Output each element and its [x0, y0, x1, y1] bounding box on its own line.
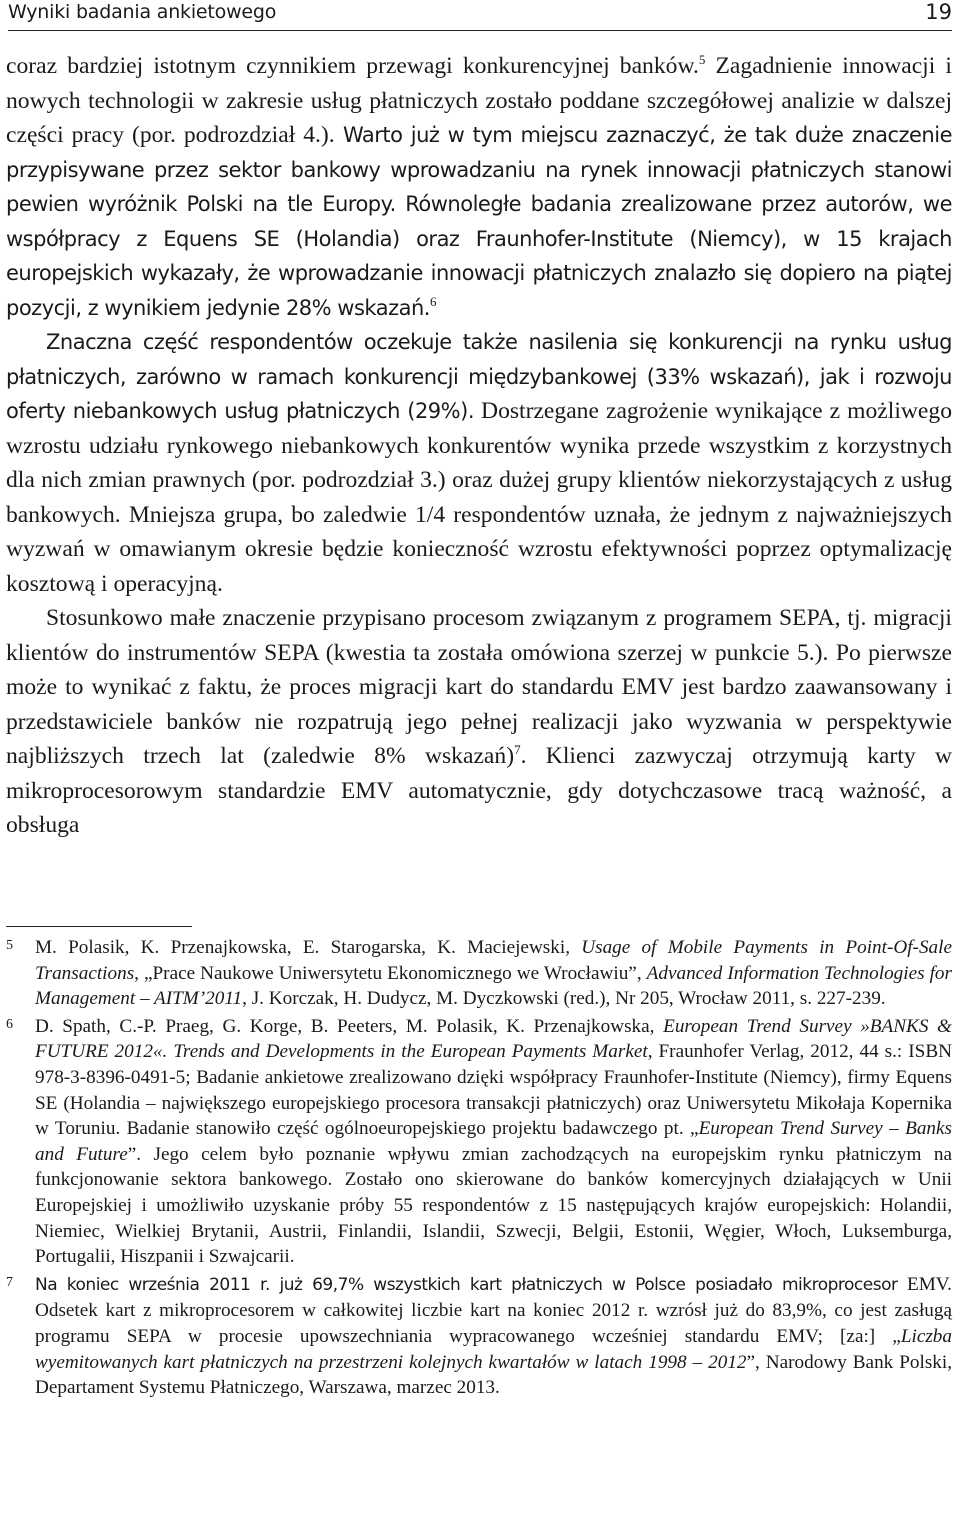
footnote-text: ”. Jego celem było poznanie wpływu zmian zachodzących na europejskim rynku płatniczym na funkcjonowanie sektora bankowego. Zostało ono skierowane do banków komercyjnych działających w Unii Europejskiej i umożliwiło uzyskanie próby 55 respondentów z 15 następujących krajów europejskich: Holandii, Niemiec, Wielkiej Brytanii, Austrii, Finlandii, Islandii, Szwecji, Belgii, Estonii, Węgier, Włoch, Luksemburga, Portugalii, Hiszpanii i Szwajcarii. — [35, 1143, 952, 1268]
footnote-text: , „Prace Naukowe Uniwersytetu Ekonomicznego we Wrocławiu”, — [134, 962, 647, 984]
running-header — [8, 0, 952, 31]
footnote-title: Liczba wyemitowanych kart płatniczych na przestrzeni kolejnych kwartałów w latach 1998 – 2012 — [35, 1325, 952, 1373]
footnote-title: European Trend Survey – Banks and Future — [35, 1118, 952, 1165]
paragraph-2 — [6, 325, 952, 601]
footnote-title: European Trend Survey »BANKS & FUTURE 2012«. Trends and Developments in the European Payments Market — [35, 1015, 952, 1063]
text-run-sans: Równoległe badania zrealizowane przez autorów, we współpracy z Equens SE (Holandia) oraz Fraunhofer-Institute (Niemcy), w 15 krajach europejskich wykazały, że wprowadzanie innowacji płatniczych znalazło się dopiero na piątej pozycji, z wynikiem jedynie 28% wskazań. — [6, 192, 952, 320]
footnote-text: EMV. Odsetek kart z mikroprocesorem w całkowitej liczbie kart na koniec 2012 r. wzrósł już do 83,9%, co jest zasługą programu SEPA w procesie upowszechniania wypracowanego wcześniej standardu EMV; [za:] „ — [35, 1273, 952, 1347]
footnote-text: , Fraunhofer Verlag, 2012, 44 s.: ISBN 978-3-8396-0491-5; Badanie ankietowe zrealizowano dzięki współpracy Fraunhofer-Institute (Niemcy), firmy Equens SE (Holandia – największego europejskiego procesora transakcji płatniczych) oraz Uniwersytetu Mikołaja Kopernika w Toruniu. Badanie stanowiło część ogólnoeuropejskiego projektu badawczego pt. „ — [35, 1041, 952, 1140]
text-run: Dostrzegane zagrożenie wynikające z możliwego wzrostu udziału rynkowego niebankowych konkurentów wynika przede wszystkim z korzystnych dla nich zmian prawnych (por. podrozdział 3.) oraz dużej grupy klientów niekorzystających z usług bankowych. Mniejsza grupa, bo zaledwie 1/4 respondentów uznała, że jednym z najważniejszych wyzwań w omawianym okresie będzie konieczność wzrostu efektywności poprzez optymalizację kosztową i operacyjną. — [6, 398, 952, 597]
footnote-ref-5[interactable]: 5 — [698, 52, 706, 68]
footnote-number: 5 — [6, 938, 13, 953]
text-run: coraz bardziej istotnym czynnikiem przewagi konkurencyjnej banków. — [6, 53, 699, 79]
footnote-ref-6[interactable]: 6 — [429, 293, 437, 309]
footnote-5 — [6, 935, 952, 1012]
footnote-6 — [6, 1014, 952, 1270]
text-run: . Klienci zazwyczaj otrzymują karty w mikroprocesorowym standardzie EMV automatycznie, gdy dotychczasowe tracą ważność, a obsługa — [6, 743, 952, 838]
footnote-separator — [6, 926, 192, 927]
footnote-text: D. Spath, C.-P. Praeg, G. Korge, B. Peeters, M. Polasik, K. Przenajkowska, — [35, 1015, 664, 1037]
footnote-text: ”, Narodowy Bank Polski, Departament Systemu Płatniczego, Warszawa, marzec 2013. — [35, 1351, 953, 1399]
text-run: Stosunkowo małe znaczenie przypisano procesom związanym z programem SEPA, tj. migracji klientów do instrumentów SEPA (kwestia ta została omówiona szerzej w punkcie 5.). Po pierwsze może to wynikać z faktu, że proces migracji kart do standardu EMV jest bardzo zaawansowany i przedstawiciele banków nie rozpatrują jego pełnej realizacji jako wyzwania w perspektywie najbliższych trzech lat (zaledwie 8% wskazań) — [6, 605, 952, 769]
text-run: Zagadnienie innowacji i nowych technologii w zakresie usług płatniczych zostało poddane szczegółowej analizie w dalszej części pracy (por. podrozdział 4.). — [6, 53, 952, 148]
footnotes — [6, 935, 952, 1403]
text-run-sans: Znaczna część respondentów oczekuje także nasilenia się konkurencji na rynku usług płatniczych, zarówno w ramach konkurencji międzybankowej (33% wskazań), jak i rozwoju oferty niebankowych usług płatniczych (29%). — [6, 330, 952, 423]
page-number: 19 — [925, 0, 952, 24]
footnote-title: Usage of Mobile Payments in Point-Of-Sale Transactions — [35, 937, 952, 984]
running-title: Wyniki badania ankietowego — [8, 1, 277, 23]
paragraph-1 — [6, 49, 952, 325]
footnote-number: 7 — [6, 1274, 13, 1290]
footnote-text: M. Polasik, K. Przenajkowska, E. Starogarska, K. Maciejewski, — [35, 937, 582, 958]
text-run-sans: Warto już w tym miejscu zaznaczyć, że tak duże znaczenie przypisywane przez sektor bankowy wprowadzaniu na rynek innowacji płatniczych stanowi pewien wyróżnik Polski na tle Europy. — [6, 123, 952, 216]
paragraph-3 — [6, 601, 952, 843]
footnote-ref-7[interactable]: 7 — [514, 742, 521, 758]
footnote-text-sans: Na koniec września 2011 r. już 69,7% wszystkich kart płatniczych w Polsce posiadało mikroprocesor — [35, 1274, 898, 1295]
footnote-title: Advanced Information Technologies for Management – AITM’2011 — [35, 962, 952, 1010]
main-text — [6, 49, 952, 843]
footnote-text: , J. Korczak, H. Dudycz, M. Dyczkowski (red.), Nr 205, Wrocław 2011, s. 227-239. — [242, 988, 886, 1010]
footnote-number: 6 — [6, 1016, 13, 1032]
footnote-7 — [6, 1272, 952, 1401]
